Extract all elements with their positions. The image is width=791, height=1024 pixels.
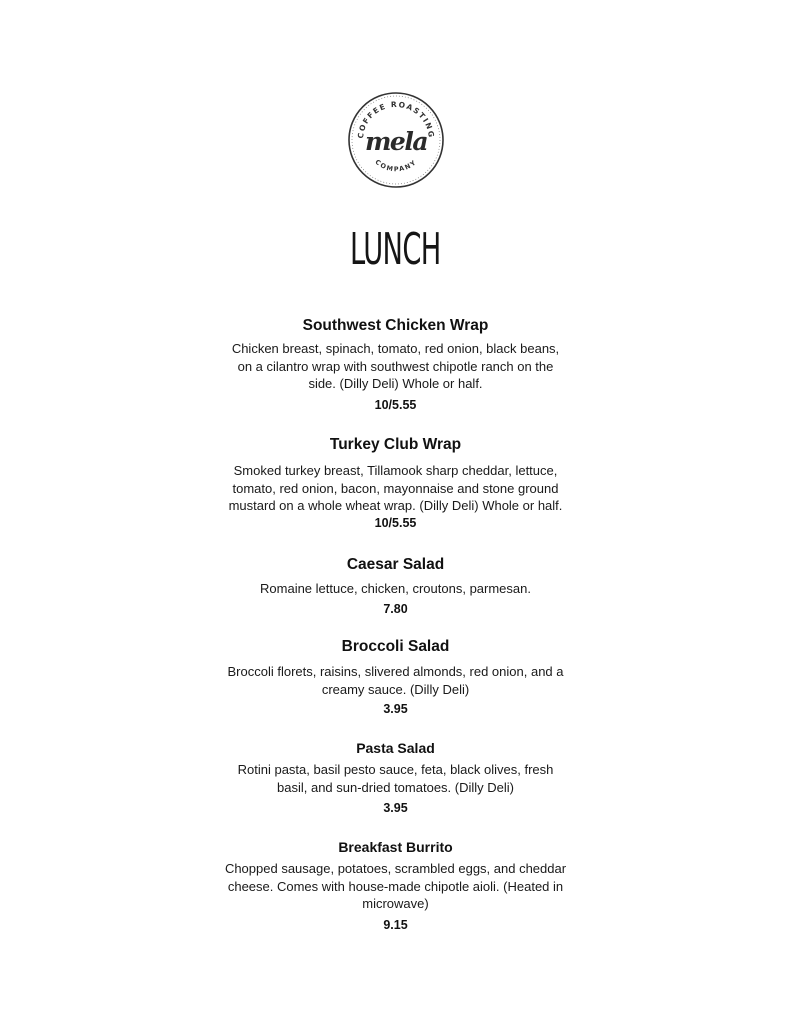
item-name: Turkey Club Wrap	[329, 436, 462, 453]
page-title: LUNCH	[349, 224, 441, 275]
item-description-line: Chicken breast, spinach, tomato, red onion, black beans,	[231, 341, 560, 356]
menu-item	[0, 837, 791, 934]
logo-bottom-text: COMPANY	[373, 157, 419, 174]
item-price: 10/5.55	[374, 397, 417, 412]
item-description	[0, 663, 791, 698]
menu-item	[0, 435, 791, 532]
item-description	[0, 580, 791, 598]
item-price: 10/5.55	[374, 515, 417, 530]
item-description	[0, 462, 791, 515]
item-description-line: cheese. Comes with house-made chipotle aioli. (Heated in	[227, 878, 564, 894]
item-price: 3.95	[383, 801, 408, 815]
item-description-line: Rotini pasta, basil pesto sauce, feta, black olives, fresh	[237, 762, 554, 777]
logo-name: mela	[364, 127, 428, 156]
item-description-line: creamy sauce. (Dilly Deli)	[321, 681, 470, 697]
item-price: 3.95	[383, 702, 408, 716]
item-description-line: Broccoli florets, raisins, slivered almonds, red onion, and a	[227, 664, 564, 679]
menu-item	[0, 738, 791, 817]
logo-top-text: COFFEE ROASTING	[355, 99, 437, 140]
item-description-line: Chopped sausage, potatoes, scrambled eggs, and cheddar	[224, 861, 567, 876]
item-description	[0, 340, 791, 393]
menu-item	[0, 316, 791, 414]
item-name: Breakfast Burrito	[338, 839, 453, 855]
svg-text:COMPANY	[374, 158, 419, 173]
item-name: Caesar Salad	[346, 556, 445, 573]
item-price: 9.15	[383, 917, 408, 932]
item-name: Pasta Salad	[356, 740, 435, 756]
item-description-line: microwave)	[362, 896, 429, 911]
item-description-line: Smoked turkey breast, Tillamook sharp cheddar, lettuce,	[233, 463, 558, 478]
item-price: 7.80	[383, 601, 408, 616]
item-description-line: tomato, red onion, bacon, mayonnaise and stone ground	[232, 480, 559, 496]
item-description-line: mustard on a whole wheat wrap. (Dilly Deli) Whole or half.	[228, 498, 563, 513]
item-name: Southwest Chicken Wrap	[302, 317, 489, 334]
item-description-line: Romaine lettuce, chicken, croutons, parmesan.	[260, 581, 531, 596]
item-description-line: on a cilantro wrap with southwest chipotle ranch on the	[237, 358, 554, 374]
item-name: Broccoli Salad	[341, 638, 450, 655]
item-description-line: side. (Dilly Deli) Whole or half.	[308, 376, 483, 391]
menu-item	[0, 637, 791, 718]
item-description	[0, 761, 791, 796]
mela-logo	[346, 88, 446, 192]
menu-item	[0, 555, 791, 618]
item-description-line: basil, and sun-dried tomatoes. (Dilly Deli)	[277, 779, 514, 795]
item-description	[0, 860, 791, 913]
